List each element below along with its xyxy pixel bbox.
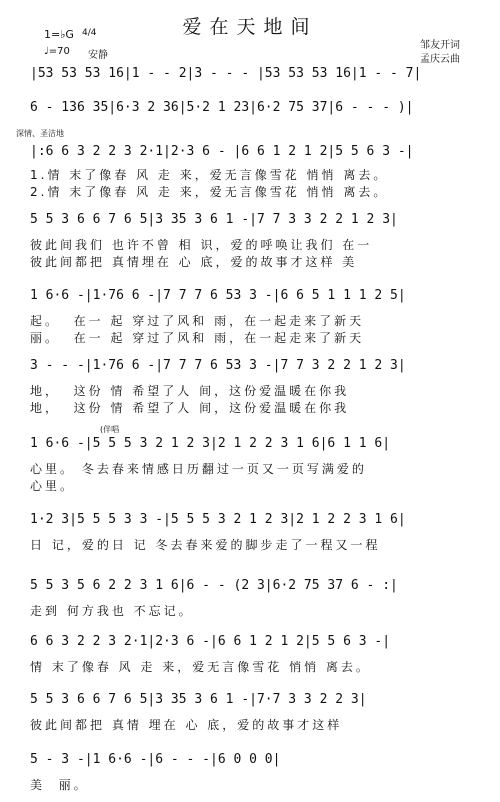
lyric-verse-2: 2.情 末了像春 风 走 来，爱无言像雪花 悄悄 离去。 [30, 185, 389, 199]
notation: 1 6·6 -|5 5 5 3 2 1 2 3|2 1 2 2 3 1 6|6 1 1 6| [30, 436, 391, 451]
notation: 1 6·6 -|1·76 6 -|7 7 7 6 53 3 -|6 6 5 1 1 1 2 5| [30, 288, 406, 303]
notation: 5 5 3 5 6 2 2 3 1 6|6 - - (2 3|6·2 75 37 6 - :| [30, 578, 398, 593]
lyric-verse-2: 地， 这份 情 希望了人 间，这份爱温暖在你我 [30, 401, 350, 415]
lyric-verse-1: 心里。 冬去春来情感日历翻过一页又一页写满爱的 [30, 462, 367, 476]
lyric-verse-1: 地， 这份 情 希望了人 间，这份爱温暖在你我 [30, 384, 350, 398]
lyricist-credit: 邹友开词 [420, 40, 460, 51]
lyric-verse-1: 起。 在一 起 穿过了风和 雨，在一起走来了新天 [30, 314, 365, 328]
lyric-verse-1: 彼此间都把 真情 埋在 心 底，爱的故事才这样 [30, 718, 343, 732]
solo-marking: (伴唱 [100, 425, 120, 434]
notation: 1·2 3|5 5 5 3 3 -|5 5 5 3 2 1 2 3|2 1 2 2 3 1 6| [30, 512, 406, 527]
lyric-verse-1: 彼此间我们 也许不曾 相 识，爱的呼唤让我们 在一 [30, 238, 373, 252]
expression-marking: 深情、圣洁地 [16, 129, 64, 138]
lyric-verse-1: 美 丽。 [30, 778, 89, 792]
lyric-verse-1: 1.情 末了像春 风 走 来，爱无言像雪花 悄悄 离去。 [30, 168, 389, 182]
lyric-verse-2: 彼此间都把 真情埋在 心 底，爱的故事才这样 美 [30, 255, 358, 269]
lyric-verse-1: 日 记，爱的日 记 冬去春来爱的脚步走了一程又一程 [30, 538, 381, 552]
lyric-verse-2: 心里。 [30, 479, 76, 493]
notation: 5 - 3 -|1 6·6 -|6 - - -|6 0 0 0| [30, 752, 281, 767]
song-title: 爱在天地间 [182, 16, 318, 38]
tempo-marking: ♩=70 [44, 46, 70, 57]
composer-credit: 孟庆云曲 [420, 54, 460, 65]
key-signature: 1=♭G [44, 28, 74, 41]
notation: 6 6 3 2 2 3 2·1|2·3 6 -|6 6 1 2 1 2|5 5 6 3 -| [30, 634, 391, 649]
notation: |:6 6 3 2 2 3 2·1|2·3 6 - |6 6 1 2 1 2|5 5 6 3 -| [30, 144, 414, 159]
lyric-verse-1: 情 末了像春 风 走 来，爱无言像雪花 悄悄 离去。 [30, 660, 371, 674]
lyric-verse-1: 走到 何方我也 不忘记。 [30, 604, 194, 618]
lyric-verse-2: 丽。 在一 起 穿过了风和 雨，在一起走来了新天 [30, 331, 365, 345]
notation: 5 5 3 6 6 7 6 5|3 35 3 6 1 -|7 7 3 3 2 2 1 2 3| [30, 212, 398, 227]
notation: |53 53 53 16|1 - - 2|3 - - - |53 53 53 16|1 - - 7| [30, 66, 422, 81]
mood-marking: 安静 [88, 50, 108, 61]
time-signature: 4/4 [82, 28, 97, 38]
notation: 3 - - -|1·76 6 -|7 7 7 6 53 3 -|7 7 3 2 2 1 2 3| [30, 358, 406, 373]
notation: 5 5 3 6 6 7 6 5|3 35 3 6 1 -|7·7 3 3 2 2 3| [30, 692, 367, 707]
notation: 6 - 136 35|6·3 2 36|5·2 1 23|6·2 75 37|6 - - - )| [30, 100, 414, 115]
